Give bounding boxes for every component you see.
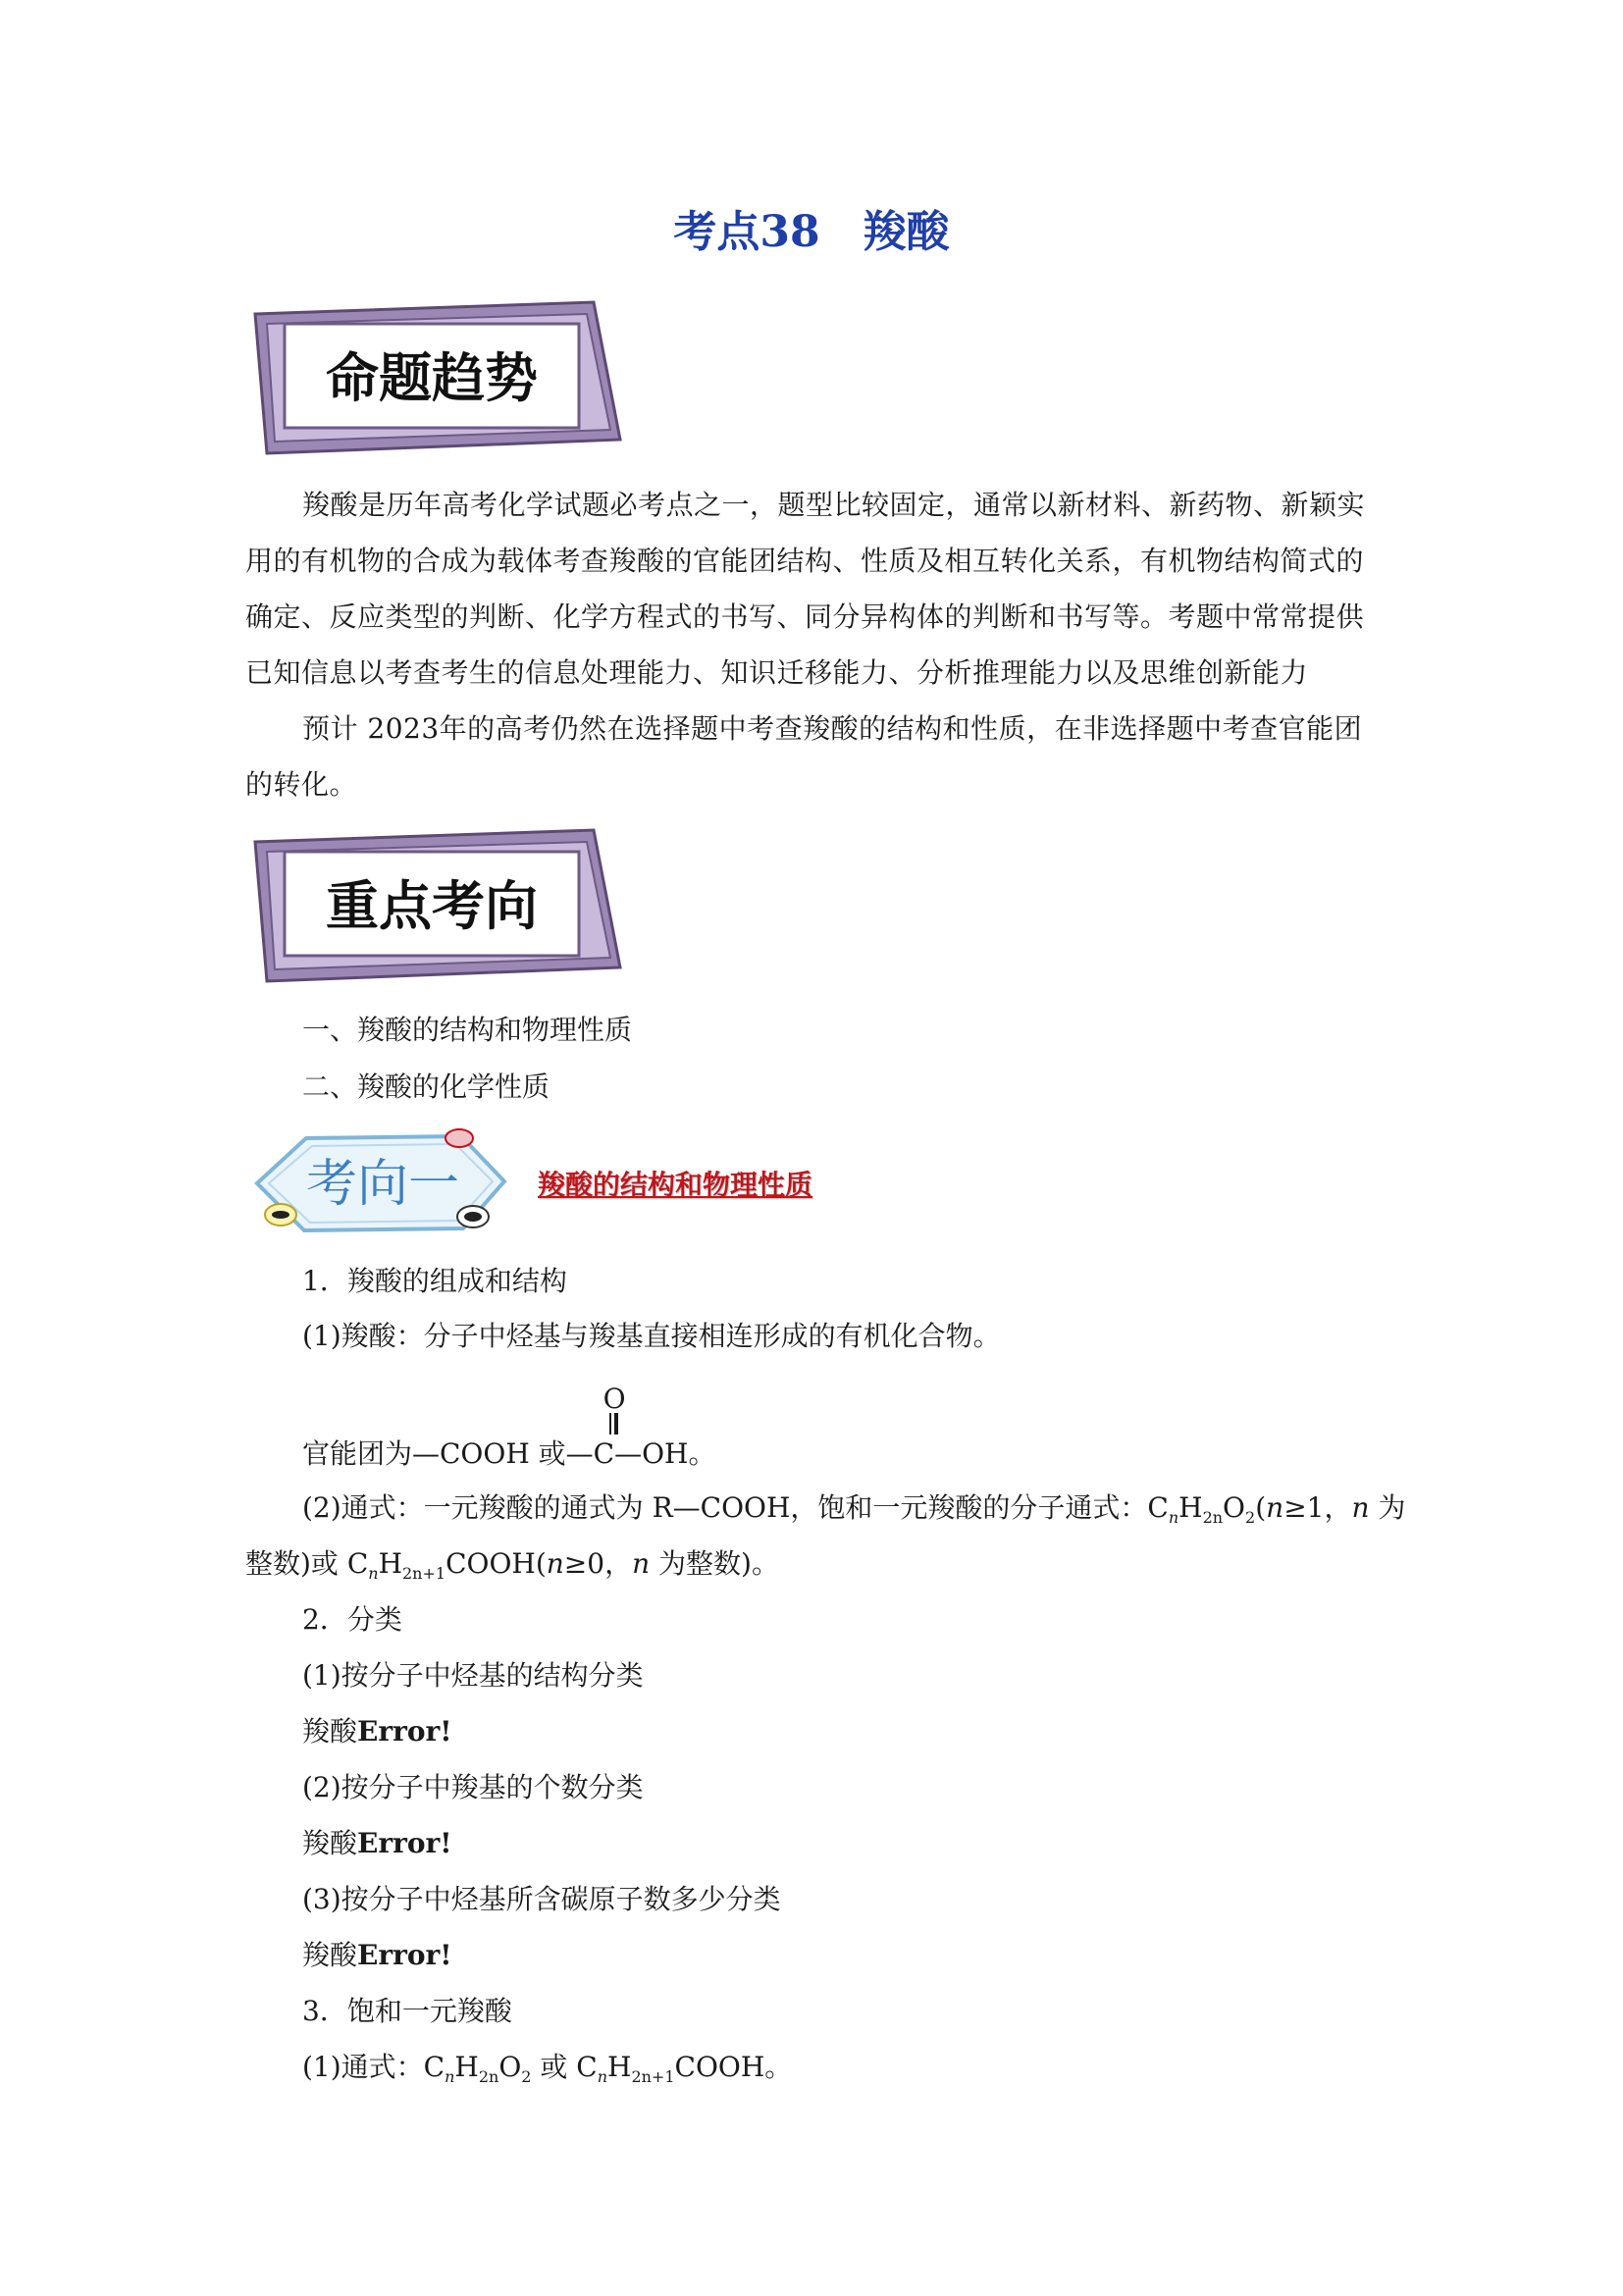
direction-1: 一、羧酸的结构和物理性质 — [302, 1014, 633, 1046]
formula-sub: n — [445, 2067, 455, 2086]
classification-rule-2: (2)按分子中羧基的个数分类 — [302, 1771, 644, 1803]
formula-text: 或 C — [531, 2051, 598, 2083]
result-label: 羧酸 — [302, 1939, 358, 1971]
kaoxiang-badge-text: 考向一 — [305, 1155, 460, 1214]
direction-2: 二、羧酸的化学性质 — [302, 1070, 550, 1103]
classification-rule-3: (3)按分子中烃基所含碳原子数多少分类 — [302, 1883, 781, 1915]
trend-paragraph-1: 羧酸是历年高考化学试题必考点之一，题型比较固定，通常以新材料、新药物、新颖实用的有机物的合成为载体考查羧酸的官能团结构、性质及相互转化关系，有机物结构简式的确定、反应类型的判断、化学方程式的书写、同分异构体的判断和书写等。考题中常常提供已知信息以考查考生的信息处理能力、知识迁移能力、分析推理能力以及思维创新能力 — [245, 489, 1366, 689]
formula-text: 为 — [1369, 1491, 1406, 1524]
section-3-heading: 3．饱和一元羧酸 — [302, 1995, 512, 2027]
formula-sub: 2n — [478, 2067, 499, 2086]
carbonyl-oxygen: O — [602, 1383, 626, 1415]
section-2-heading: 2．分类 — [302, 1603, 402, 1636]
section-1-definition: (1)羧酸：分子中烃基与羧基直接相连形成的有机化合物。 — [302, 1320, 1001, 1352]
formula-sub: n — [1168, 1508, 1179, 1527]
banner-trend-text: 命题趋势 — [326, 347, 538, 409]
saturated-acid-formula — [302, 2048, 792, 2097]
section-1-heading: 1．羧酸的组成和结构 — [302, 1265, 567, 1297]
formula-text: O — [498, 2051, 522, 2083]
formula-text: COOH。 — [674, 2051, 793, 2083]
banner-focus — [245, 822, 628, 989]
result-label: 羧酸 — [302, 1827, 358, 1859]
general-formula-line-2 — [245, 1544, 779, 1593]
formula-var: n — [1351, 1491, 1370, 1524]
functional-group-end: 。 — [688, 1437, 716, 1470]
classification-rule-1: (1)按分子中烃基的结构分类 — [302, 1659, 644, 1692]
carboxyl-structure — [565, 1383, 689, 1474]
kaoxiang-title: 羧酸的结构和物理性质 — [538, 1169, 813, 1201]
formula-sub: n — [597, 2067, 608, 2086]
formula-sub: 2n — [1202, 1508, 1224, 1527]
formula-sub: n — [368, 1564, 379, 1583]
kaoxiang-badge — [245, 1124, 520, 1242]
formula-text: (1)通式：C — [302, 2051, 445, 2083]
formula-text: H — [378, 1547, 402, 1580]
formula-text: COOH( — [445, 1547, 547, 1580]
result-error: Error! — [357, 1827, 452, 1859]
formula-text: ( — [1255, 1491, 1267, 1524]
formula-text: 整数)或 C — [245, 1547, 369, 1580]
classification-result-3 — [302, 1936, 452, 1975]
page-title: 考点38 羧酸 — [673, 207, 950, 257]
formula-var: n — [546, 1547, 564, 1580]
formula-text: H — [607, 2051, 632, 2083]
formula-text: O — [1223, 1491, 1246, 1524]
formula-var: n — [1266, 1491, 1284, 1524]
double-bond-mark — [609, 1413, 613, 1435]
banner-focus-text: 重点考向 — [326, 875, 538, 937]
functional-group-line — [302, 1383, 716, 1474]
formula-text: (2)通式：一元羧酸的通式为 R—COOH，饱和一元羧酸的分子通式：C — [302, 1491, 1169, 1524]
formula-text: ≥0， — [563, 1547, 633, 1580]
trend-paragraph-2: 预计 2023年的高考仍然在选择题中考查羧酸的结构和性质，在非选择题中考查官能团的转化。 — [245, 712, 1363, 801]
classification-result-2 — [302, 1824, 452, 1863]
formula-text: ≥1， — [1283, 1491, 1352, 1524]
formula-text: H — [1178, 1491, 1203, 1524]
functional-group-prefix: 官能团为—COOH 或 — [302, 1437, 566, 1470]
general-formula-line-1 — [302, 1488, 1405, 1538]
formula-sub: 2n+1 — [401, 1564, 446, 1583]
formula-var: n — [632, 1547, 651, 1580]
classification-result-1 — [302, 1712, 452, 1751]
result-error: Error! — [357, 1715, 452, 1748]
banner-trend — [245, 294, 628, 461]
formula-text: H — [454, 2051, 479, 2083]
result-error: Error! — [357, 1939, 452, 1971]
formula-sub: 2n+1 — [631, 2067, 675, 2086]
result-label: 羧酸 — [302, 1715, 358, 1748]
carboxyl-chain: —C—OH — [565, 1437, 689, 1470]
formula-sub: 2 — [521, 2067, 532, 2086]
formula-sub: 2 — [1245, 1508, 1256, 1527]
formula-text: 为整数)。 — [650, 1547, 779, 1580]
